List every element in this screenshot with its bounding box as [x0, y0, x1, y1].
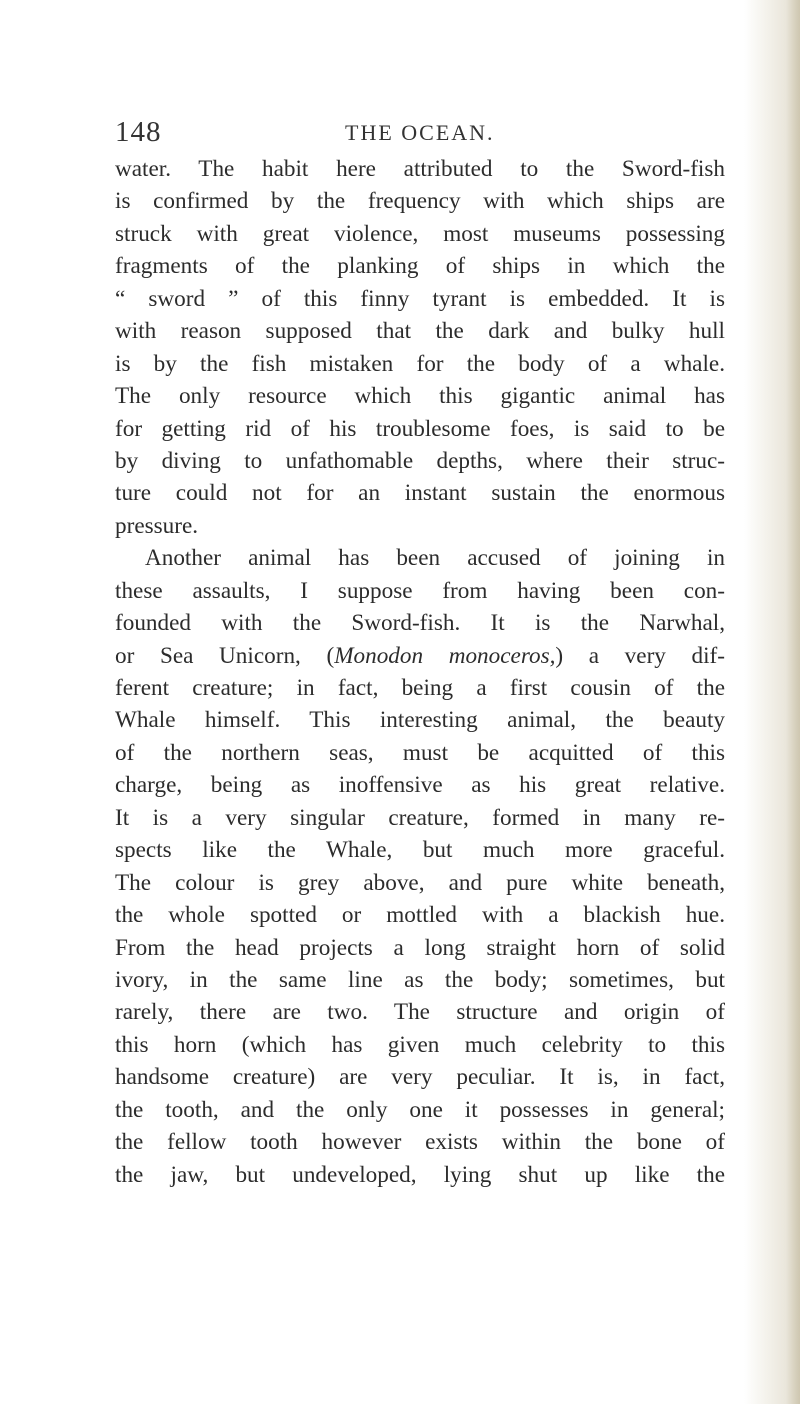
body-text: [115, 153, 725, 1191]
text-line: is confirmed by the frequency with which ships are: [115, 188, 725, 215]
text-line: handsome creature) are very peculiar. It is, in fact,: [115, 1064, 725, 1091]
text-line: ferent creature; in fact, being a first cousin of the: [115, 675, 725, 701]
text-line: pressure.: [115, 512, 199, 539]
text-line: founded with the Sword-fish. It is the Narwhal,: [115, 610, 725, 637]
text-line: The colour is grey above, and pure white beneath,: [115, 869, 725, 896]
text-line: struck with great violence, most museums possessing: [115, 220, 725, 247]
text-line: It is a very singular creature, formed in many re-: [115, 804, 725, 831]
page-header: [115, 116, 725, 156]
text-line: charge, being as inoffensive as his great relative.: [115, 772, 725, 799]
page-edge-shadow: [786, 0, 800, 1404]
text-line: From the head projects a long straight horn of solid: [115, 934, 725, 961]
text-line: these assaults, I suppose from having been con-: [115, 577, 725, 604]
text-line: with reason supposed that the dark and bulky hull: [115, 318, 725, 345]
text-line: spects like the Whale, but much more graceful.: [115, 837, 725, 864]
text-line: the jaw, but undeveloped, lying shut up like the: [115, 1161, 725, 1188]
text-line: ivory, in the same line as the body; sometimes, but: [115, 966, 725, 993]
line-segment: ) a very dif-: [555, 642, 725, 669]
text-line: this horn (which has given much celebrity to this: [115, 1031, 725, 1058]
text-line: fragments of the planking of ships in which the: [115, 253, 725, 280]
text-line: of the northern seas, must be acquitted of this: [115, 739, 725, 766]
page-number: 148: [115, 116, 162, 148]
text-line: the fellow tooth however exists within the bone of: [115, 1129, 725, 1156]
text-line: Whale himself. This interesting animal, the beauty: [115, 707, 725, 734]
text-line: water. The habit here attributed to the Sword-fish: [115, 156, 725, 182]
text-line-with-italic: [115, 640, 725, 672]
text-line: the tooth, and the only one it possesses in general;: [115, 1096, 725, 1123]
text-line: is by the fish mistaken for the body of a whale.: [115, 350, 725, 377]
text-line: the whole spotted or mottled with a blackish hue.: [115, 902, 725, 929]
line-segment: or Sea Unicorn, (: [115, 642, 335, 669]
text-line: by diving to unfathomable depths, where their struc-: [115, 447, 725, 474]
text-line: rarely, there are two. The structure and origin of: [115, 999, 725, 1026]
text-line: The only resource which this gigantic animal has: [115, 383, 725, 410]
text-line: for getting rid of his troublesome foes, is said to be: [115, 415, 725, 442]
text-line: ture could not for an instant sustain the enormous: [115, 480, 725, 507]
scientific-name: Monodon monoceros,: [334, 642, 556, 669]
text-line: “ sword ” of this finny tyrant is embedded. It is: [115, 285, 725, 312]
paragraph-start-line: Another animal has been accused of joining in: [145, 545, 725, 572]
running-head: THE OCEAN.: [345, 120, 495, 145]
